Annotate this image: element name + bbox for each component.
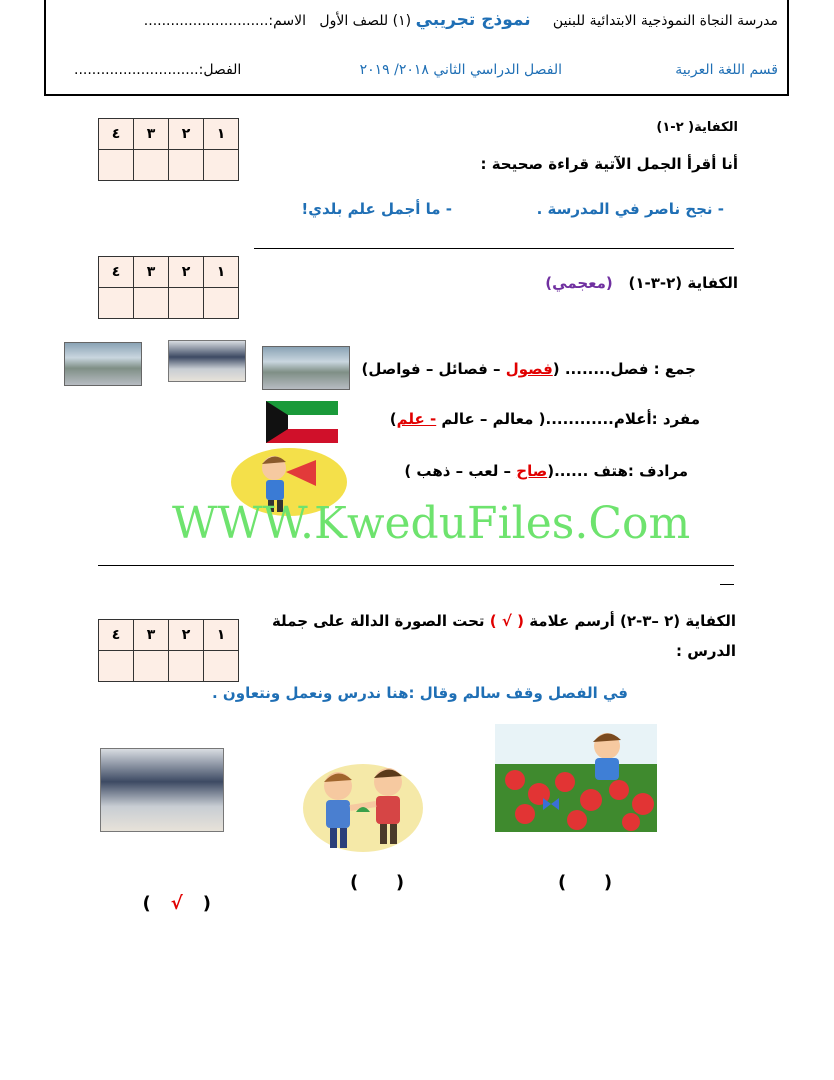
student-name-field: الاسم:............................: [143, 13, 307, 29]
answer-box-1[interactable]: [130, 872, 211, 914]
synonym-rest: – لعب – ذهب ): [404, 462, 512, 480]
score-cell: ٢: [169, 257, 204, 288]
score-cell: ٤: [99, 119, 134, 150]
plural-rest: – فصائل – فواصل): [361, 360, 501, 378]
answer-open-paren: (: [142, 893, 151, 914]
score-cell: ١: [204, 119, 239, 150]
synonym-answer: صاح: [516, 462, 548, 480]
score-box[interactable]: [169, 150, 204, 181]
header-line-1: [58, 10, 778, 30]
students-group-picture[interactable]: [100, 748, 224, 832]
score-box[interactable]: [204, 651, 239, 682]
classroom-photo: [64, 342, 142, 386]
plural-prefix: جمع : فصل........ (: [552, 360, 696, 378]
score-grid-1: [98, 118, 239, 181]
section2-competency: الكفاية (٢-٣-١): [628, 274, 738, 292]
singular-answer: - علم: [396, 410, 437, 428]
score-box[interactable]: [134, 288, 169, 319]
score-cell: ١: [204, 257, 239, 288]
score-box[interactable]: [204, 150, 239, 181]
department-label: قسم اللغة العربية: [675, 62, 778, 78]
divider-short: [720, 584, 734, 585]
section1-instruction: أنا أقرأ الجمل الآتية قراءة صحيحة :: [480, 155, 738, 173]
score-box[interactable]: [99, 288, 134, 319]
answer-close-paren: ): [202, 893, 212, 914]
divider: [254, 248, 734, 249]
score-cell: ٣: [134, 257, 169, 288]
school-name: مدرسة النجاة النموذجية الابتدائية للبنين: [552, 13, 778, 29]
check-mark-example: ( √ ): [489, 612, 524, 630]
synonym-prefix: مرادف :هتف ......(: [547, 462, 688, 480]
fighting-boys-picture[interactable]: [298, 752, 428, 856]
singular-exercise: [390, 410, 700, 428]
plural-answer: فصول: [505, 360, 553, 378]
term-label: الفصل الدراسي الثاني ٢٠١٨/ ٢٠١٩: [359, 62, 562, 78]
score-box[interactable]: [134, 150, 169, 181]
synonym-exercise: [404, 462, 688, 480]
section3-sentence: في الفصل وقف سالم وقال :هنا ندرس ونعمل ونتعاون .: [212, 684, 628, 702]
section1-title: الكفاية( ٢-١): [656, 120, 738, 135]
singular-suffix: ): [389, 410, 397, 428]
answer-box-2[interactable]: ( ): [350, 872, 405, 893]
students-photo: [168, 340, 246, 382]
answer-check-mark: √: [170, 893, 183, 914]
score-box[interactable]: [204, 288, 239, 319]
section3-title: [272, 612, 736, 630]
score-box[interactable]: [99, 150, 134, 181]
boy-in-flowers-picture[interactable]: [495, 724, 657, 832]
section3-title-line2: الدرس :: [676, 642, 736, 660]
score-cell: ٣: [134, 119, 169, 150]
score-box[interactable]: [134, 651, 169, 682]
section3-title-start: الكفاية (٢ –٣-٢) أرسم علامة: [529, 612, 736, 630]
sentence-1: - نجح ناصر في المدرسة .: [536, 200, 724, 218]
score-grid-2: [98, 256, 239, 319]
kuwait-flag: [266, 401, 338, 443]
score-box[interactable]: [169, 288, 204, 319]
score-cell: ٢: [169, 620, 204, 651]
plural-exercise: [361, 360, 696, 378]
grade-label: (١) للصف الأول: [319, 13, 412, 29]
score-cell: ٢: [169, 119, 204, 150]
answer-box-3[interactable]: ( ): [558, 872, 613, 893]
class-field: الفصل:............................: [74, 62, 242, 78]
score-box[interactable]: [99, 651, 134, 682]
score-box[interactable]: [169, 651, 204, 682]
classroom-photo: [262, 346, 350, 390]
score-cell: ٤: [99, 620, 134, 651]
watermark: WWW.KweduFiles.Com: [172, 498, 691, 549]
divider: [98, 565, 734, 566]
score-cell: ٤: [99, 257, 134, 288]
section3-title-rest: تحت الصورة الدالة على جملة: [271, 612, 485, 630]
section2-title: [545, 274, 738, 292]
score-grid-3: [98, 619, 239, 682]
score-cell: ٣: [134, 620, 169, 651]
model-label: نموذج تجريبي: [415, 10, 531, 30]
sentence-2: - ما أجمل علم بلدي!: [301, 200, 452, 218]
section2-tag: (معجمي): [545, 274, 613, 292]
singular-prefix: مفرد :أعلام............( معالم – عالم: [436, 410, 700, 428]
score-cell: ١: [204, 620, 239, 651]
